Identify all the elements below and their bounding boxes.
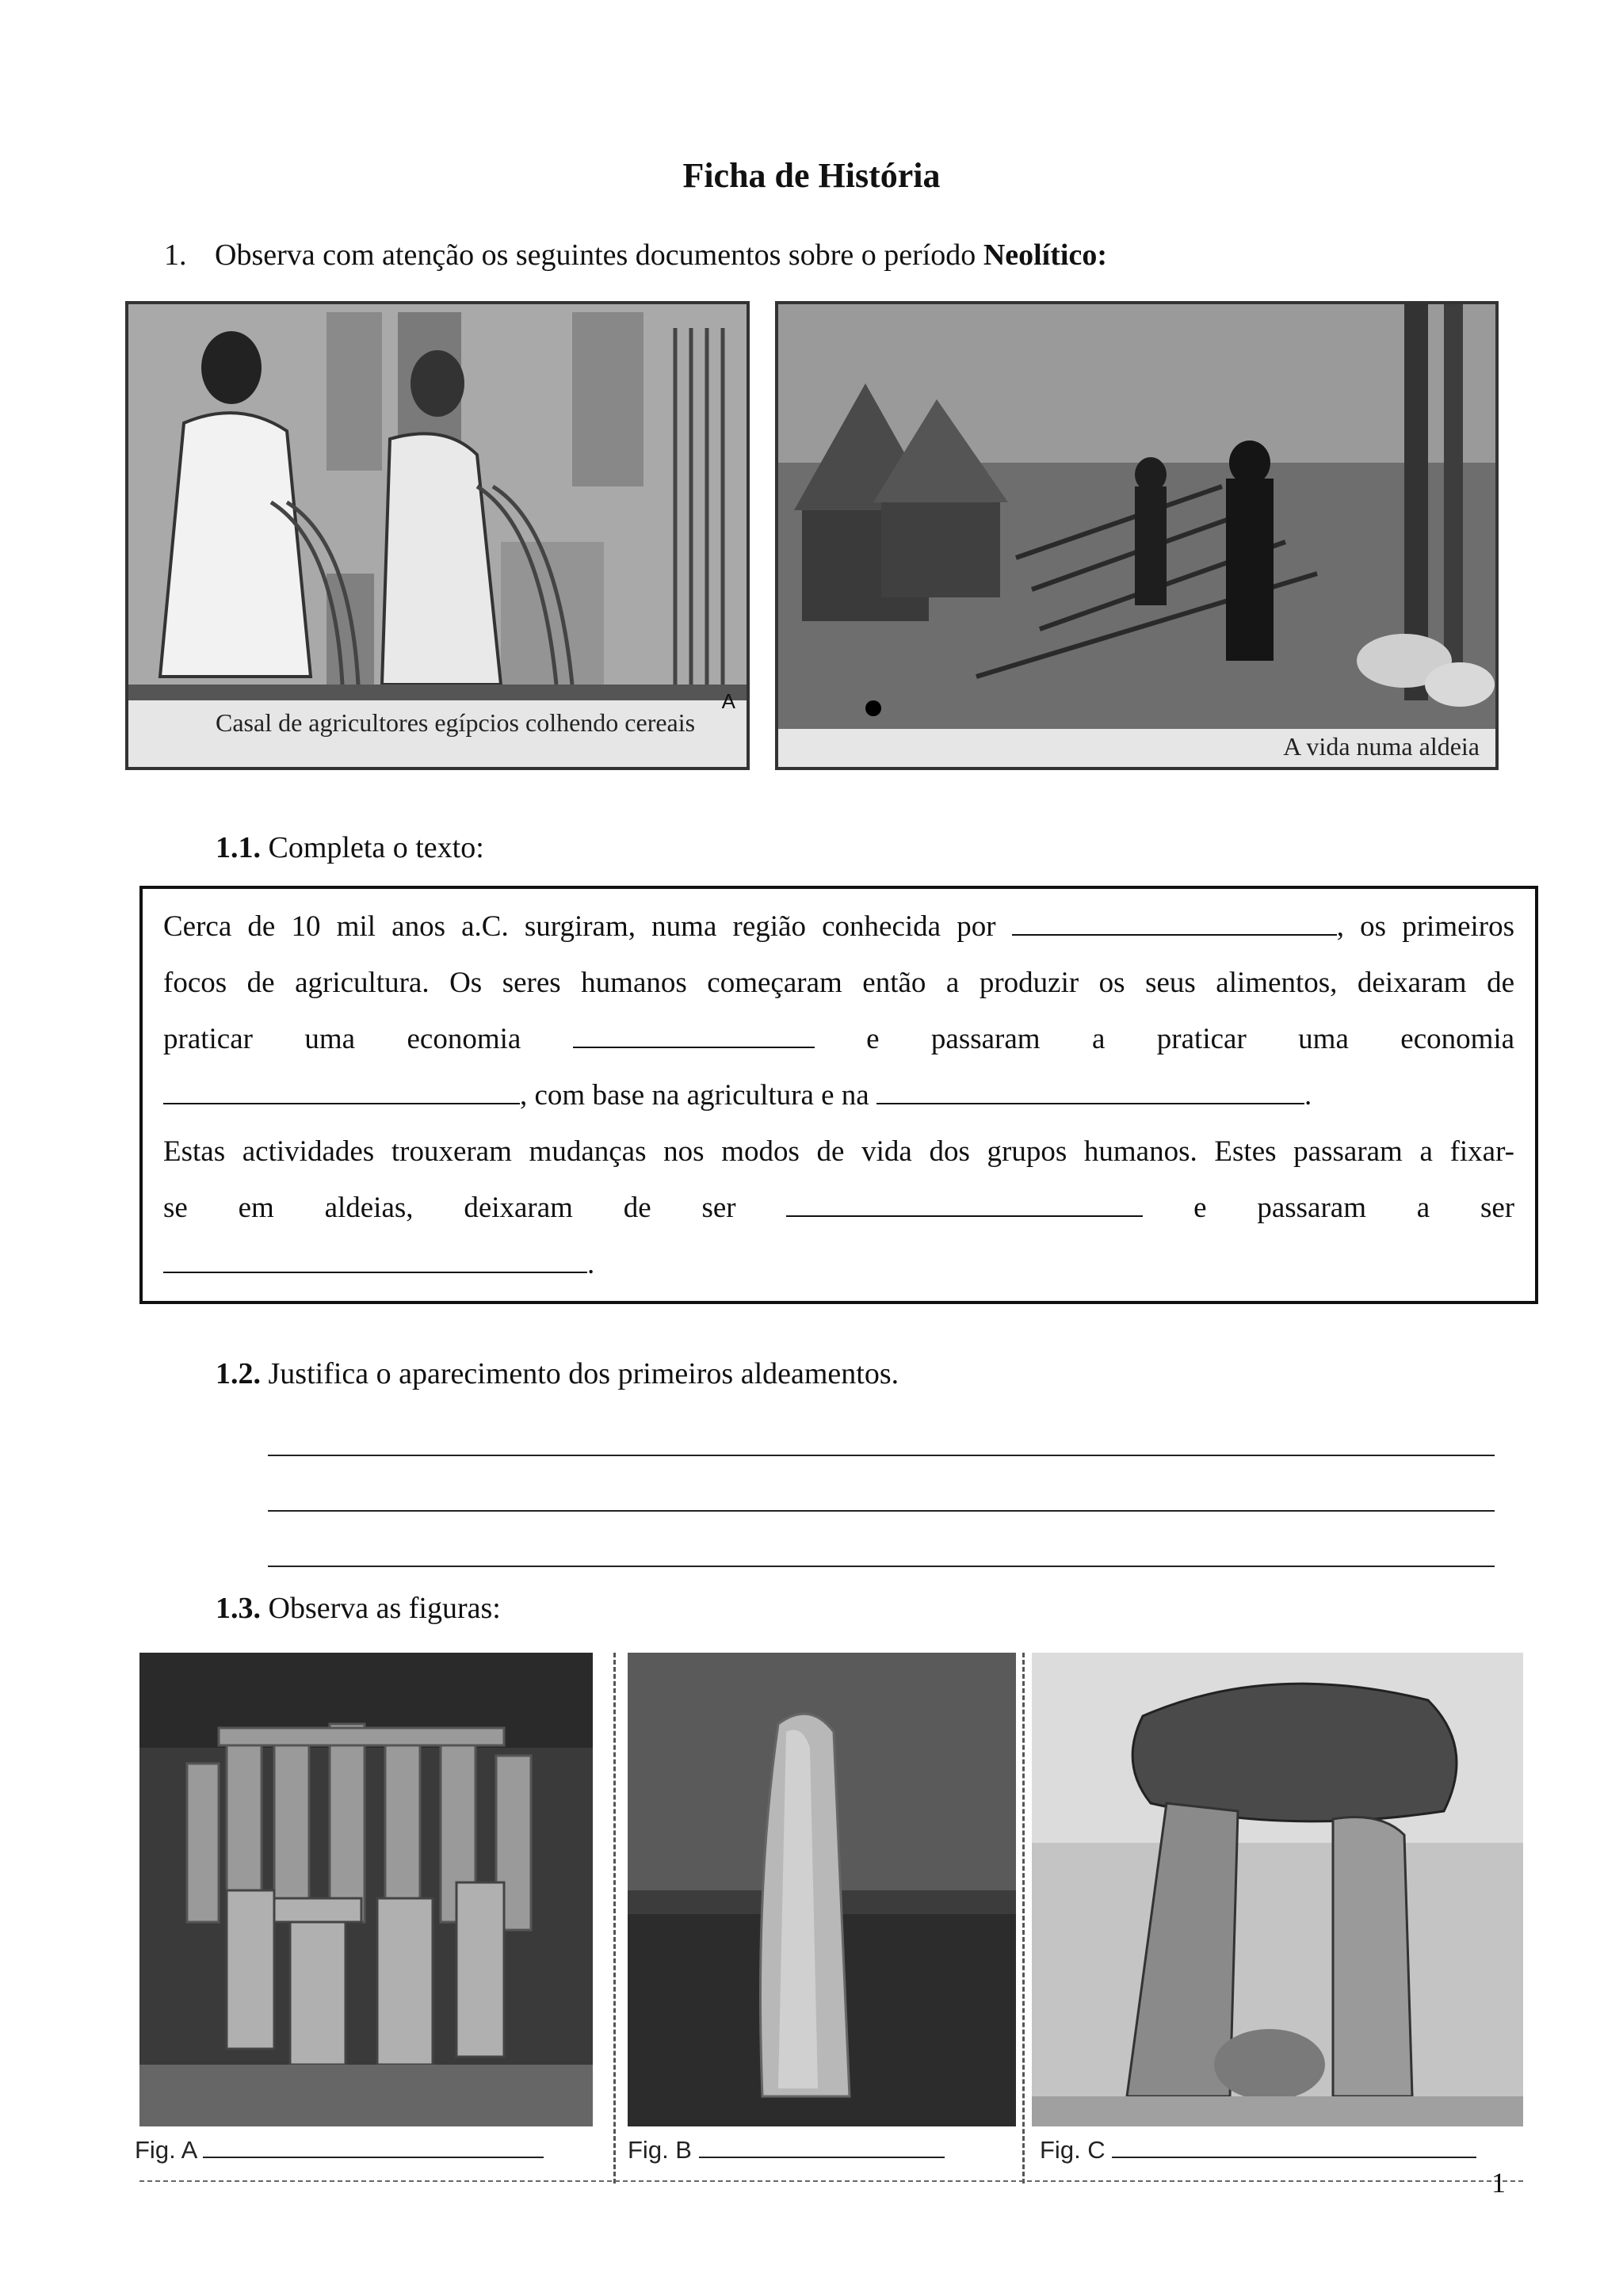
word: praticar (163, 1023, 253, 1055)
box-line-1 (163, 898, 1514, 955)
blank-economy-type-1[interactable] (573, 1023, 815, 1048)
figure-a-image (139, 1653, 593, 2126)
question-1-2-number: 1.2. (216, 1357, 261, 1390)
figure-a-label (135, 2136, 544, 2164)
box-line-1-end: , os primeiros (1336, 910, 1515, 943)
word: e (866, 1023, 880, 1055)
blank-region[interactable] (1012, 910, 1337, 936)
question-1 (164, 238, 1107, 273)
page-number: 1 (1491, 2167, 1506, 2199)
word: se (163, 1192, 188, 1224)
image-caption-right: A vida numa aldeia (1283, 732, 1480, 761)
box-line-1-start: Cerca de 10 mil anos a.C. surgiram, numa região conhecida por (163, 910, 996, 943)
word: praticar (1156, 1023, 1247, 1055)
figure-a-answer-blank[interactable] (203, 2139, 544, 2158)
village-life-image (775, 301, 1499, 770)
image-letter-a: A (721, 689, 735, 713)
question-1-2-label: Justifica o aparecimento dos primeiros aldeamentos. (261, 1357, 899, 1390)
word: a (1091, 1023, 1106, 1055)
question-1-3-label: Observa as figuras: (261, 1592, 501, 1625)
page-title: Ficha de História (682, 156, 941, 195)
egyptian-farmers-image (125, 301, 750, 770)
box-line-7-end: . (587, 1248, 595, 1280)
box-line-4-text: , com base na agricultura e na (520, 1079, 869, 1112)
figure-a-text: Fig. A (135, 2136, 197, 2164)
blank-economy-type-2[interactable] (163, 1079, 520, 1104)
word: passaram (930, 1023, 1041, 1055)
figure-c-answer-blank[interactable] (1112, 2139, 1476, 2158)
word: em (238, 1192, 274, 1224)
answer-line-2[interactable] (268, 1510, 1495, 1512)
image-caption-left: Casal de agricultores egípcios colhendo cereais (216, 708, 696, 737)
box-line-4-end: . (1304, 1079, 1312, 1112)
box-line-2: focos de agricultura. Os seres humanos começaram então a produzir os seus alimentos, deixaram de (163, 967, 1514, 999)
word: uma (304, 1023, 356, 1055)
question-1-text: Observa com atenção os seguintes documentos sobre o período (215, 238, 983, 272)
word: ser (1480, 1192, 1515, 1224)
blank-lifestyle-1[interactable] (786, 1192, 1143, 1217)
fill-in-text-box (139, 886, 1538, 1304)
question-1-number: 1. (164, 238, 187, 272)
figure-c-label (1040, 2136, 1476, 2164)
figure-b-image (628, 1653, 1016, 2126)
word: a (1416, 1192, 1430, 1224)
box-line-6 (163, 1180, 1514, 1236)
figure-separator (613, 1653, 616, 2183)
word: uma (1298, 1023, 1349, 1055)
question-1-3-number: 1.3. (216, 1592, 261, 1625)
box-line-7 (163, 1236, 1514, 1292)
box-line-5: Estas actividades trouxeram mudanças nos modos de vida dos grupos humanos. Estes passaram a fixar- (163, 1135, 1514, 1168)
figure-c-image (1032, 1653, 1523, 2126)
question-1-3 (216, 1591, 501, 1626)
word: passaram (1257, 1192, 1366, 1224)
word: economia (407, 1023, 521, 1055)
question-1-1-label: Completa o texto: (261, 831, 484, 864)
figure-bottom-rule (139, 2180, 1523, 2182)
question-1-bold: Neolítico: (983, 238, 1107, 272)
answer-line-3[interactable] (268, 1566, 1495, 1567)
word: economia (1400, 1023, 1515, 1055)
figure-b-text: Fig. B (628, 2136, 692, 2164)
figure-b-answer-blank[interactable] (699, 2139, 945, 2158)
word: deixaram (464, 1192, 573, 1224)
box-line-4 (163, 1067, 1514, 1123)
word: de (623, 1192, 651, 1224)
blank-lifestyle-2[interactable] (163, 1248, 587, 1273)
box-line-3 (163, 1011, 1514, 1067)
figure-separator (1022, 1653, 1025, 2183)
answer-line-1[interactable] (268, 1455, 1495, 1456)
blank-activity[interactable] (876, 1079, 1304, 1104)
figure-b-label (628, 2136, 945, 2164)
word: ser (701, 1192, 736, 1224)
question-1-1 (216, 830, 484, 865)
word: e (1193, 1192, 1207, 1224)
question-1-2 (216, 1356, 899, 1391)
question-1-1-number: 1.1. (216, 831, 261, 864)
figure-c-text: Fig. C (1040, 2136, 1106, 2164)
word: aldeias, (324, 1192, 414, 1224)
